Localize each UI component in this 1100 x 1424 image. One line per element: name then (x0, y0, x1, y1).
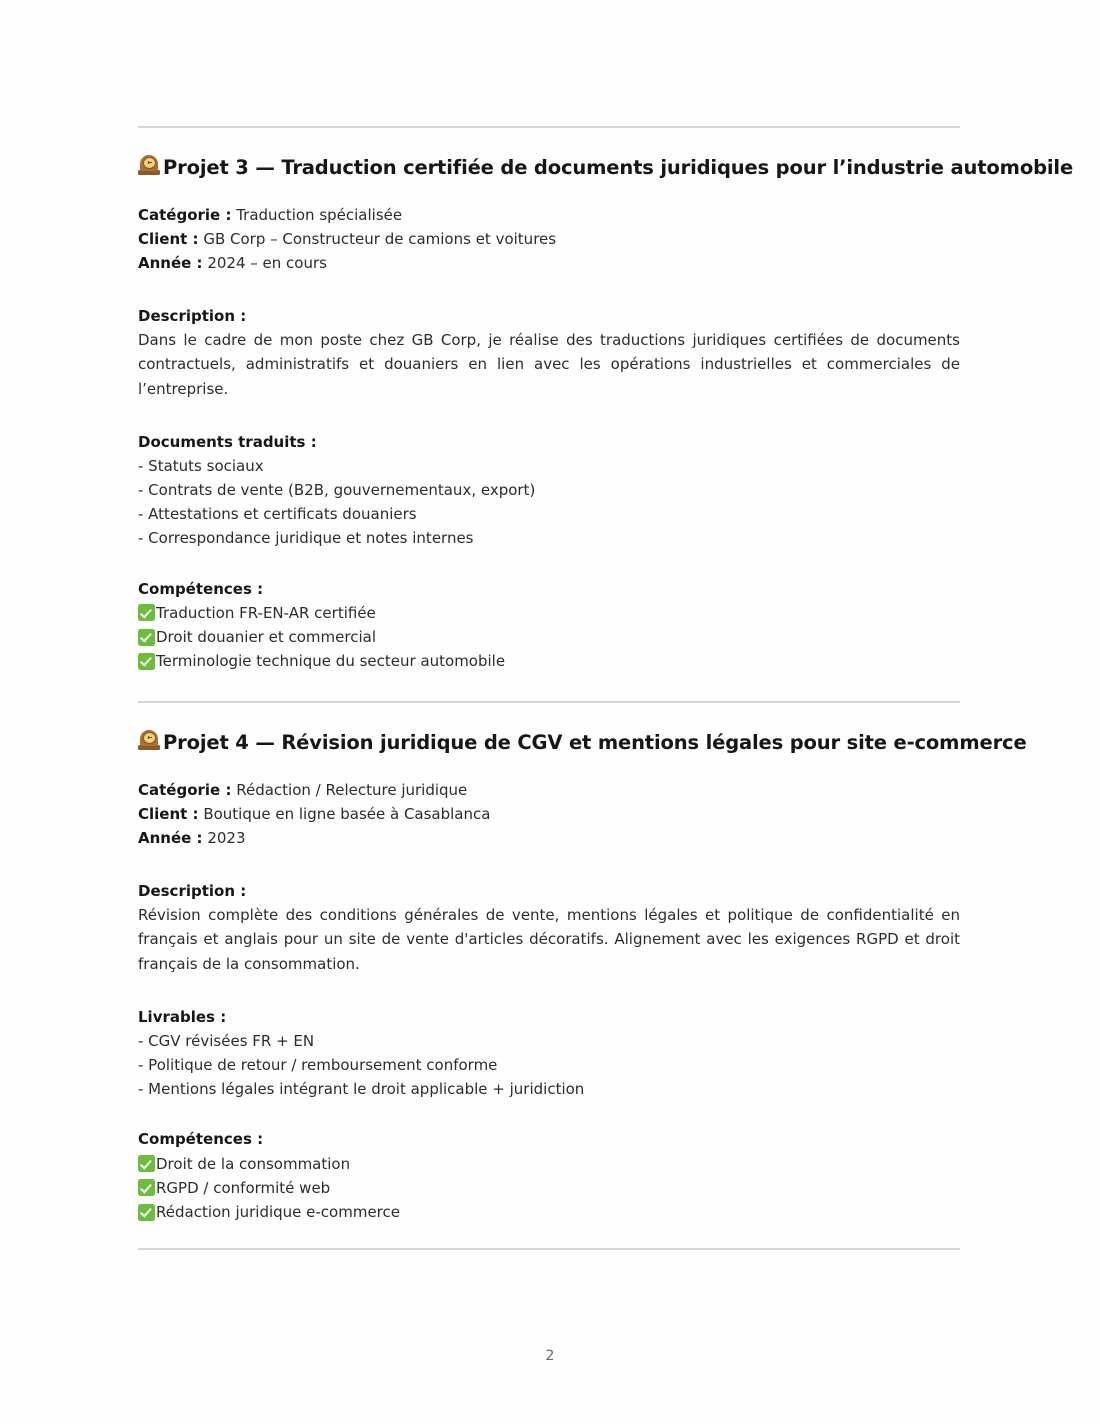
skill-label: Droit douanier et commercial (156, 627, 376, 646)
project-4-skills-block (138, 1127, 960, 1224)
section-divider-bottom (138, 1248, 960, 1250)
list-item: - Correspondance juridique et notes internes (138, 529, 474, 548)
meta-value-categorie: Traduction spécialisée (231, 205, 403, 224)
meta-value-categorie: Rédaction / Relecture juridique (231, 780, 468, 799)
page-number: 2 (545, 1348, 555, 1364)
section-divider-middle (138, 701, 960, 703)
list-item (138, 1200, 960, 1224)
list-item (138, 649, 960, 673)
check-mark-icon (138, 1204, 155, 1221)
project-section-3 (138, 152, 1074, 673)
project-4-description-heading: Description : (138, 881, 247, 900)
project-4-title-text: Projet 4 — Révision juridique de CGV et mentions légales pour site e-commerce (163, 731, 1027, 754)
meta-row-categorie (138, 203, 960, 227)
list-item: - Statuts sociaux (138, 456, 264, 475)
project-3-documents-block (138, 430, 960, 551)
project-3-skills-block (138, 577, 960, 674)
project-3-description-block (138, 304, 960, 402)
check-mark-icon (138, 1179, 155, 1196)
meta-label-annee: Année : (138, 254, 203, 273)
check-mark-icon (138, 629, 155, 646)
list-item: - Politique de retour / remboursement conforme (138, 1055, 498, 1074)
meta-label-client: Client : (138, 805, 199, 824)
meta-label-annee: Année : (138, 829, 203, 848)
project-4-livrables-list (138, 1029, 960, 1102)
project-3-description-text: Dans le cadre de mon poste chez GB Corp, je réalise des traductions juridiques certifiées de documents contractuels, administratifs et douaniers en lien avec les opérations industrielles et commerciales de l’entreprise. (138, 330, 960, 398)
mantelpiece-clock-icon (138, 155, 162, 177)
project-3-title-text: Projet 3 — Traduction certifiée de documents juridiques pour l’industrie automobile (163, 156, 1074, 179)
skill-label: Rédaction juridique e-commerce (156, 1202, 400, 1221)
list-item (138, 1176, 960, 1200)
mantelpiece-clock-icon (138, 730, 162, 752)
project-3-description-heading: Description : (138, 306, 247, 325)
list-item: - Attestations et certificats douaniers (138, 505, 417, 524)
list-item: - Mentions légales intégrant le droit applicable + juridiction (138, 1080, 585, 1099)
check-mark-icon (138, 1155, 155, 1172)
project-4-meta (138, 778, 960, 851)
section-divider-top (138, 126, 960, 128)
meta-label-client: Client : (138, 230, 199, 249)
meta-row-annee (138, 251, 960, 275)
list-item (138, 1152, 960, 1176)
check-mark-icon (138, 653, 155, 670)
project-3-documents-list (138, 454, 960, 551)
project-4-skills-list (138, 1152, 960, 1225)
list-item: - CGV révisées FR + EN (138, 1031, 315, 1050)
meta-row-client (138, 802, 960, 826)
meta-row-categorie (138, 778, 960, 802)
list-item (138, 601, 960, 625)
project-4-skills-heading: Compétences : (138, 1130, 264, 1149)
project-section-4 (138, 727, 1027, 1224)
project-3-meta (138, 203, 960, 276)
list-item (138, 625, 960, 649)
project-4-livrables-block (138, 1005, 960, 1102)
project-3-title (138, 152, 1074, 181)
check-mark-icon (138, 604, 155, 621)
meta-row-client (138, 227, 960, 251)
meta-value-annee: 2024 – en cours (202, 254, 327, 273)
project-4-description-text: Révision complète des conditions générales de vente, mentions légales et politique de confidentialité en français et anglais pour un site de vente d'articles décoratifs. Alignement avec les exigences RGPD et droit français de la consommation. (138, 905, 960, 973)
skill-label: Traduction FR-EN-AR certifiée (156, 603, 376, 622)
meta-row-annee (138, 826, 960, 850)
meta-value-client: GB Corp – Constructeur de camions et voitures (198, 230, 557, 249)
project-3-skills-list (138, 601, 960, 674)
skill-label: Droit de la consommation (156, 1154, 351, 1173)
project-3-list-heading: Documents traduits : (138, 432, 317, 451)
meta-label-categorie: Catégorie : (138, 780, 232, 799)
project-4-description-block (138, 879, 960, 977)
meta-value-annee: 2023 (202, 829, 246, 848)
project-3-skills-heading: Compétences : (138, 579, 264, 598)
meta-value-client: Boutique en ligne basée à Casablanca (198, 805, 491, 824)
project-4-list-heading: Livrables : (138, 1007, 227, 1026)
list-item: - Contrats de vente (B2B, gouvernementaux, export) (138, 480, 536, 499)
skill-label: Terminologie technique du secteur automobile (156, 652, 506, 671)
skill-label: RGPD / conformité web (156, 1178, 331, 1197)
meta-label-categorie: Catégorie : (138, 205, 232, 224)
project-4-title (138, 727, 1027, 756)
